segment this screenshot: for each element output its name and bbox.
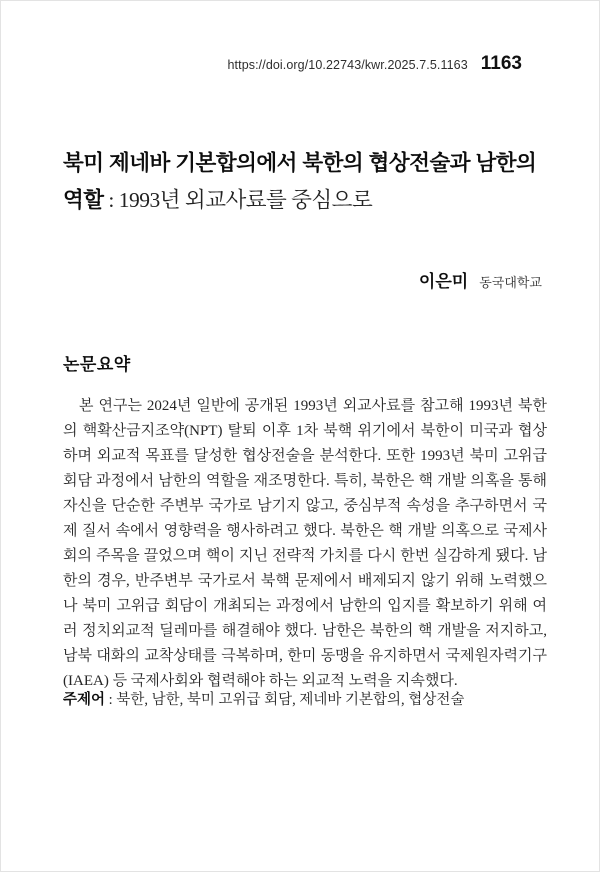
keywords-line xyxy=(63,689,547,711)
abstract-body: 본 연구는 2024년 일반에 공개된 1993년 외교사료를 참고해 1993년 북한의 핵확산금지조약(NPT) 탈퇴 이후 1차 북핵 위기에서 북한이 미국과 협상하며 외교적 목표를 달성한 협상전술을 분석한다. 또한 1993년 북미 고위급 회담 과정에서 남한의 역할을 재조명한다. 특히, 북한은 핵 개발 의혹을 통해 자신을 단순한 주변부 국가로 남기지 않고, 중심부적 속성을 추구하면서 국제 질서 속에서 영향력을 행사하려고 했다. 북한은 핵 개발 의혹으로 국제사회의 주목을 끌었으며 핵이 지닌 전략적 가치를 다시 한번 실감하게 됐다. 남한의 경우, 반주변부 국가로서 북핵 문제에서 배제되지 않기 위해 노력했으나 북미 고위급 회담이 개최되는 과정에서 남한의 입지를 확보하기 위해 여러 정치외교적 딜레마를 해결해야 했다. 남한은 북한의 핵 개발을 저지하고, 남북 대화의 교착상태를 극복하며, 한미 동맹을 유지하면서 국제원자력기구(IAEA) 등 국제사회와 협력해야 하는 외교적 노력을 지속했다. xyxy=(63,398,547,689)
doi-link[interactable]: https://doi.org/10.22743/kwr.2025.7.5.1163 xyxy=(227,58,468,72)
paper-title-main: 북미 제네바 기본합의에서 북한의 협상전술과 남한의 역할 xyxy=(63,151,537,212)
author-affiliation: 동국대학교 xyxy=(479,275,542,290)
abstract-heading: 논문요약 xyxy=(63,355,131,374)
paper-title-subtitle: 1993년 외교사료를 중심으로 xyxy=(118,188,373,212)
page-number: 1163 xyxy=(480,53,522,74)
author-line xyxy=(419,267,542,292)
paper-title-separator: : xyxy=(103,188,119,212)
page-header xyxy=(228,53,523,75)
keywords-value: 북한, 남한, 북미 고위급 회담, 제네바 기본합의, 협상전술 xyxy=(116,692,465,708)
keywords-separator: : xyxy=(105,692,117,708)
paper-title xyxy=(63,145,551,219)
author-name: 이은미 xyxy=(418,272,469,291)
keywords-label: 주제어 xyxy=(63,692,106,708)
